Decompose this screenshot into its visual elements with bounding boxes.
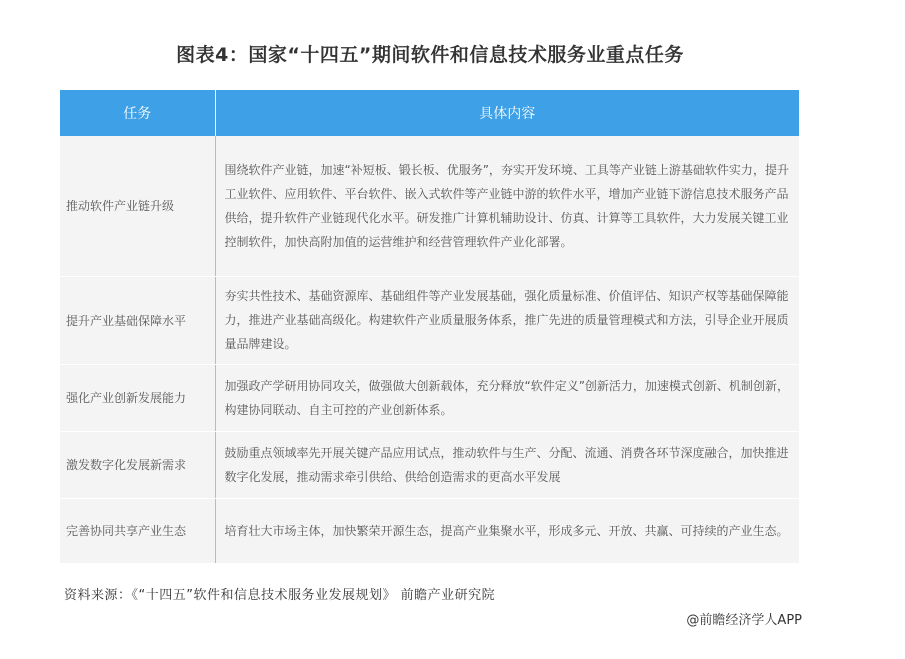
table-row (60, 364, 799, 431)
content-cell: 鼓励重点领域率先开展关键产品应用试点，推动软件与生产、分配、流通、消费各环节深度融合，加快推进数字化发展，推动需求牵引供给、供给创造需求的更高水平发展 (215, 431, 799, 498)
task-table-container (60, 90, 799, 564)
table-header-row (60, 90, 799, 136)
content-cell: 加强政产学研用协同攻关，做强做大创新载体，充分释放“软件定义”创新活力，加速模式创新、机制创新，构建协同联动、自主可控的产业创新体系。 (215, 364, 799, 431)
content-cell: 围绕软件产业链，加速“补短板、锻长板、优服务”，夯实开发环境、工具等产业链上游基础软件实力，提升工业软件、应用软件、平台软件、嵌入式软件等产业链中游的软件水平，增加产业链下游信息技术服务产品供给，提升软件产业链现代化水平。研发推广计算机辅助设计、仿真、计算等工具软件，大力发展关键工业控制软件，加快高附加值的运营维护和经营管理软件产业化部署。 (215, 136, 799, 276)
chart-title: 图表4：国家“十四五”期间软件和信息技术服务业重点任务 (176, 44, 684, 66)
task-cell: 提升产业基础保障水平 (60, 276, 215, 364)
task-cell: 强化产业创新发展能力 (60, 364, 215, 431)
table-row (60, 276, 799, 364)
table-row (60, 136, 799, 276)
task-cell: 完善协同共享产业生态 (60, 498, 215, 563)
header-task: 任务 (60, 90, 215, 136)
header-content: 具体内容 (215, 90, 799, 136)
source-note: 资料来源：《“十四五”软件和信息技术服务业发展规划》 前瞻产业研究院 (64, 588, 496, 603)
task-table (60, 90, 799, 564)
table-row (60, 431, 799, 498)
task-cell: 激发数字化发展新需求 (60, 431, 215, 498)
task-cell: 推动软件产业链升级 (60, 136, 215, 276)
content-cell: 夯实共性技术、基础资源库、基础组件等产业发展基础，强化质量标准、价值评估、知识产权等基础保障能力，推进产业基础高级化。构建软件产业质量服务体系，推广先进的质量管理模式和方法，引导企业开展质量品牌建设。 (215, 276, 799, 364)
content-cell: 培育壮大市场主体，加快繁荣开源生态，提高产业集聚水平，形成多元、开放、共赢、可持续的产业生态。 (215, 498, 799, 563)
table-row (60, 498, 799, 563)
credit-label: @前瞻经济学人APP (686, 613, 802, 628)
